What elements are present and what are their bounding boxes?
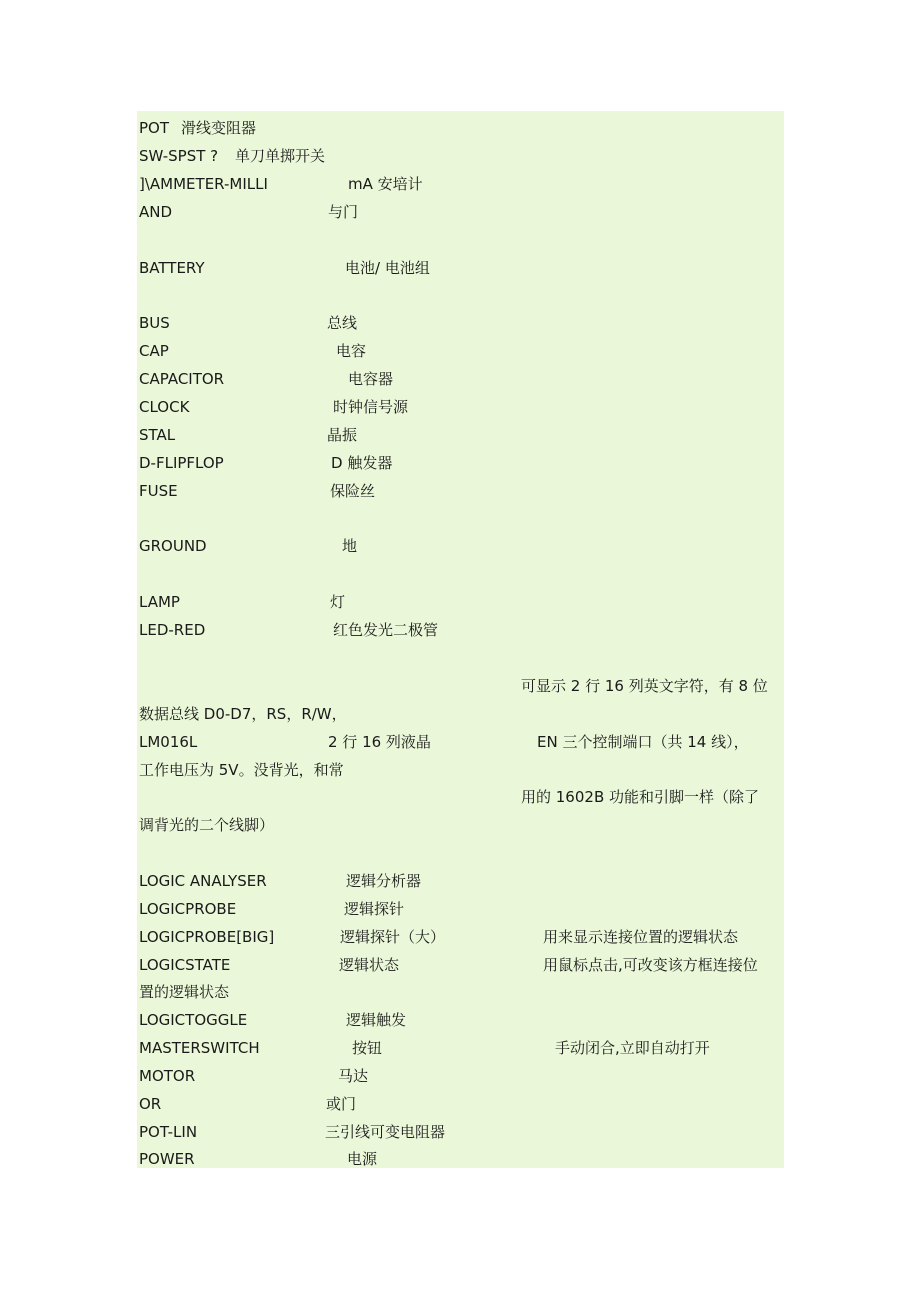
component-name-lm016l: LM016L xyxy=(139,733,198,751)
component-name-logictoggle: LOGICTOGGLE xyxy=(139,1011,248,1029)
component-name-lamp: LAMP xyxy=(139,593,180,611)
component-desc-d-flipflop: D 触发器 xyxy=(331,454,393,472)
component-desc-fuse: 保险丝 xyxy=(330,482,376,500)
component-desc-logictoggle: 逻辑触发 xyxy=(346,1011,407,1029)
component-note-masterswitch: 手动闭合,立即自动打开 xyxy=(555,1039,710,1057)
component-name-fuse: FUSE xyxy=(139,482,178,500)
component-name-logicprobe: LOGICPROBE xyxy=(139,900,237,918)
component-name-d-flipflop: D-FLIPFLOP xyxy=(139,454,224,472)
component-name-power: POWER xyxy=(139,1150,195,1168)
component-name-battery: BATTERY xyxy=(139,259,205,277)
component-name-led-red: LED-RED xyxy=(139,621,206,639)
component-name-stal: STAL xyxy=(139,426,176,444)
lm016l-note-line-3: EN 三个控制端口（共 14 线）， xyxy=(537,733,749,751)
component-name-motor: MOTOR xyxy=(139,1067,196,1085)
component-desc-sw-spst: 单刀单掷开关 xyxy=(235,147,326,165)
component-desc-masterswitch: 按钮 xyxy=(352,1039,383,1057)
component-desc-lamp: 灯 xyxy=(330,593,346,611)
lm016l-note-line-4: 工作电压为 5V。没背光，和常 xyxy=(139,761,344,779)
component-desc-clock: 时钟信号源 xyxy=(333,398,409,416)
component-desc-cap: 电容 xyxy=(336,342,367,360)
component-desc-led-red: 红色发光二极管 xyxy=(333,621,439,639)
component-note-logicprobe-big: 用来显示连接位置的逻辑状态 xyxy=(543,928,739,946)
component-desc-pot-lin: 三引线可变电阻器 xyxy=(325,1123,446,1141)
component-name-ammeter-milli: ]\AMMETER-MILLI xyxy=(139,175,268,193)
component-desc-and: 与门 xyxy=(328,203,359,221)
lm016l-note-line-2: 数据总线 D0-D7，RS，R/W， xyxy=(139,705,347,723)
component-note-logicstate: 用鼠标点击,可改变该方框连接位 xyxy=(543,956,758,974)
component-name-capacitor: CAPACITOR xyxy=(139,370,225,388)
component-name-masterswitch: MASTERSWITCH xyxy=(139,1039,260,1057)
component-name-logicprobe-big: LOGICPROBE[BIG] xyxy=(139,928,275,946)
component-desc-or: 或门 xyxy=(326,1095,357,1113)
component-desc-logicstate: 逻辑状态 xyxy=(339,956,400,974)
component-desc-motor: 马达 xyxy=(338,1067,369,1085)
component-name-and: AND xyxy=(139,203,173,221)
component-desc-stal: 晶振 xyxy=(327,426,358,444)
component-name-pot-lin: POT-LIN xyxy=(139,1123,198,1141)
component-name-logic-analyser: LOGIC ANALYSER xyxy=(139,872,267,890)
lm016l-note-line-5: 用的 1602B 功能和引脚一样（除了 xyxy=(521,788,760,806)
component-name-bus: BUS xyxy=(139,314,170,332)
component-desc-logicprobe-big: 逻辑探针（大） xyxy=(340,928,446,946)
component-desc-logic-analyser: 逻辑分析器 xyxy=(346,872,422,890)
component-desc-ground: 地 xyxy=(342,537,358,555)
component-desc-pot: 滑线变阻器 xyxy=(181,119,257,137)
component-desc-lm016l: 2 行 16 列液晶 xyxy=(328,733,431,751)
lm016l-note-line-6: 调背光的二个线脚） xyxy=(139,816,275,834)
component-name-logicstate: LOGICSTATE xyxy=(139,956,231,974)
component-name-or: OR xyxy=(139,1095,162,1113)
component-desc-capacitor: 电容器 xyxy=(348,370,394,388)
component-desc-battery: 电池/ 电池组 xyxy=(345,259,430,277)
component-desc-logicprobe: 逻辑探针 xyxy=(344,900,405,918)
component-name-ground: GROUND xyxy=(139,537,207,555)
lm016l-note-line-1: 可显示 2 行 16 列英文字符，有 8 位 xyxy=(521,677,768,695)
component-name-cap: CAP xyxy=(139,342,169,360)
component-name-pot: POT xyxy=(139,119,170,137)
component-name-sw-spst: SW-SPST ? xyxy=(139,147,219,165)
component-note-logicstate-cont: 置的逻辑状态 xyxy=(139,983,230,1001)
component-desc-bus: 总线 xyxy=(327,314,358,332)
component-name-clock: CLOCK xyxy=(139,398,190,416)
component-desc-power: 电源 xyxy=(347,1150,378,1168)
component-desc-ammeter-milli: mA 安培计 xyxy=(348,175,423,193)
